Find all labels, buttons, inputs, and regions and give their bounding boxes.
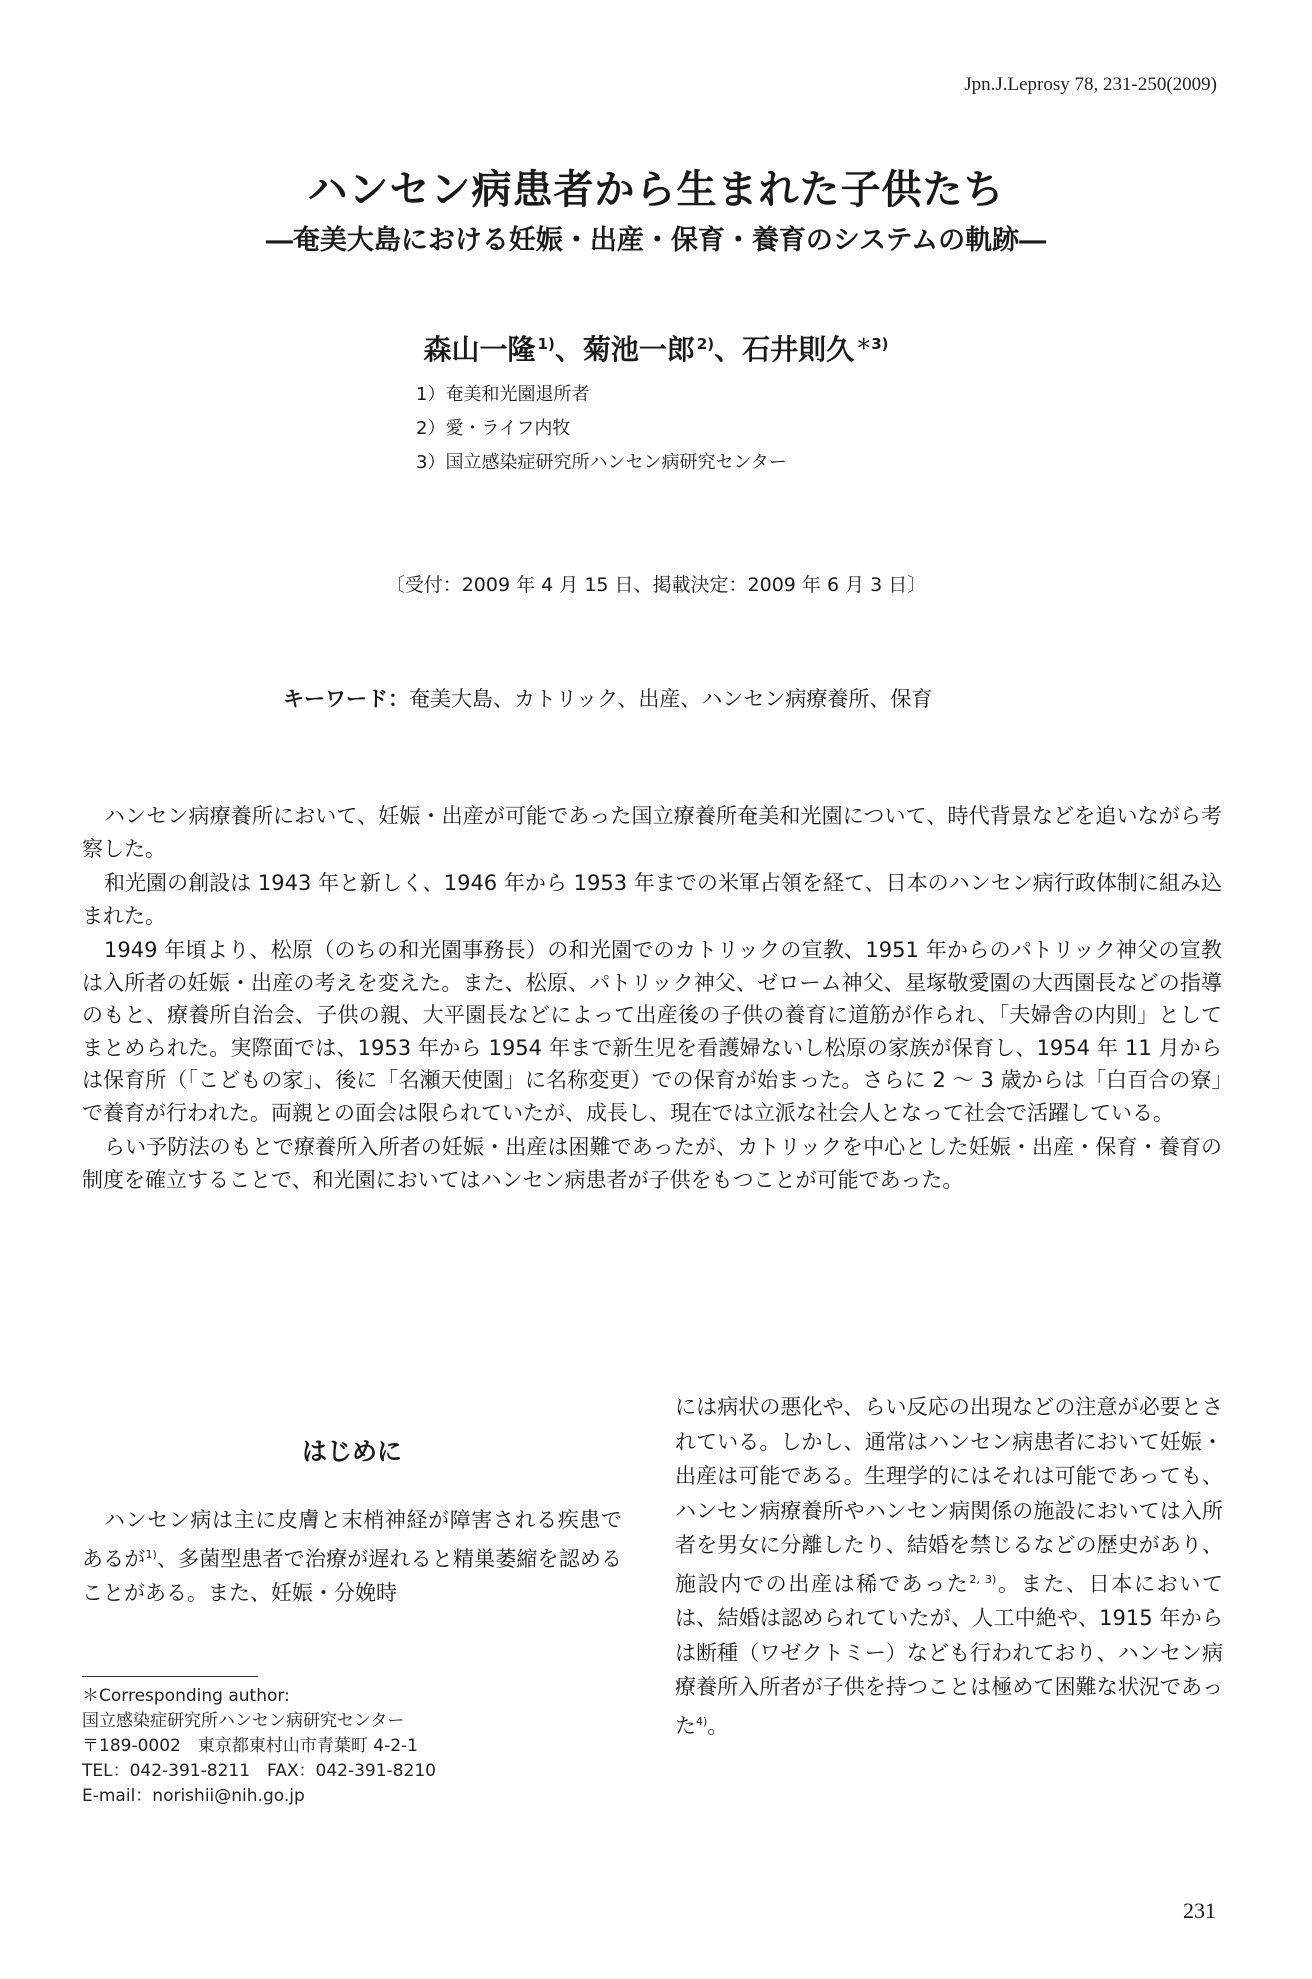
author-affiliation-mark: 1) [537, 334, 555, 353]
keywords-text: 奄美大島、カトリック、出産、ハンセン病療養所、保育 [409, 687, 933, 711]
corresponding-author-footnote [82, 1684, 436, 1809]
author-name: 菊池一郎 [582, 333, 695, 366]
author-list [0, 328, 1312, 368]
footnote-divider [82, 1676, 258, 1677]
citation-ref: 4) [696, 1714, 708, 1728]
abstract-paragraph: 1949 年頃より、松原（のちの和光園事務長）の和光園でのカトリックの宣教、1951 年からのパトリック神父の宣教は入所者の妊娠・出産の考えを変えた。また、松原、パトリック神父、ゼローム神父、星塚敬愛園の大西園長などの指導のもと、療養所自治会、子供の親、大平園長などによって出産後の子供の養育に道筋が作られ、「夫婦舎の内則」としてまとめられた。実際面では、1953 年から 1954 年まで新生児を看護婦ないし松原の家族が保育し、1954 年 11 月からは保育所（「こどもの家」、後に「名瀬天使園」に名称変更）での保育が始まった。さらに 2 ～ 3 歳からは「白百合の寮」で養育が行われた。両親との面会は限られていたが、成長し、現在では立派な社会人となって社会で活躍している。 [82, 938, 1222, 1125]
affiliation: 2）愛・ライフ内牧 [416, 418, 571, 439]
footnote-line: 国立感染症研究所ハンセン病研究センター [82, 1711, 405, 1731]
article-subtitle: ―奄美大島における妊娠・出産・保育・養育のシステムの軌跡― [265, 225, 1047, 256]
author-affiliation-mark: ＊3) [856, 334, 889, 353]
body-text: ハンセン病は主に皮膚と末梢神経が障害される疾患であるが [82, 1508, 622, 1571]
keywords [283, 683, 932, 713]
affiliation: 1）奄美和光園退所者 [416, 384, 590, 405]
author-affiliation-mark: 2) [696, 334, 715, 353]
affiliation: 3）国立感染症研究所ハンセン病研究センター [416, 452, 787, 473]
footnote-line: TEL：042-391-8211 FAX：042-391-8210 [82, 1761, 436, 1781]
affiliation-list [416, 378, 787, 480]
abstract [82, 800, 1222, 1198]
author-separator: 、 [714, 333, 743, 366]
author-name: 森山一隆 [423, 333, 536, 366]
abstract-paragraph: ハンセン病療養所において、妊娠・出産が可能であった国立療養所奄美和光園について、時代背景などを追いながら考察した。 [82, 804, 1222, 861]
body-text: 。また、日本においては、結婚は認められていたが、人工中絶や、1915 年からは断種（ワゼクトミー）なども行われており、ハンセン病療養所入所者が子供を持つことは極めて困難な状況であった [675, 1571, 1223, 1738]
body-text: 、多菌型患者で治療が遅れると精巣萎縮を認めることがある。また、妊娠・分娩時 [82, 1546, 623, 1605]
citation-ref: 1) [145, 1547, 157, 1561]
received-dates: 〔受付：2009 年 4 月 15 日、掲載決定：2009 年 6 月 3 日〕 [385, 574, 927, 596]
footnote-line: ＊Corresponding author: [82, 1686, 290, 1706]
section-heading-introduction: はじめに [301, 1437, 402, 1466]
abstract-paragraph: 和光園の創設は 1943 年と新しく、1946 年から 1953 年までの米軍占領を経て、日本のハンセン病行政体制に組み込まれた。 [82, 871, 1222, 928]
abstract-paragraph: らい予防法のもとで療養所入所者の妊娠・出産は困難であったが、カトリックを中心とした妊娠・出産・保育・養育の制度を確立することで、和光園においてはハンセン病患者が子供をもつことが可能であった。 [82, 1135, 1222, 1192]
keywords-label: キーワード： [283, 687, 409, 711]
page-number: 231 [1183, 1898, 1216, 1923]
body-paragraph [82, 1503, 622, 1611]
author-name: 石井則久 [742, 333, 855, 366]
footnote-line: 〒189-0002 東京都東村山市青葉町 4-2-1 [82, 1736, 418, 1756]
body-text: 。 [707, 1713, 729, 1738]
body-column-right [675, 1390, 1223, 1743]
author-separator: 、 [554, 333, 583, 366]
article-title: ハンセン病患者から生まれた子供たち [307, 166, 1005, 213]
citation-ref: 2, 3) [969, 1572, 997, 1586]
body-paragraph [675, 1390, 1223, 1743]
body-column-left [82, 1503, 622, 1611]
footnote-line: E-mail：norishii@nih.go.jp [82, 1786, 305, 1806]
body-text: には病状の悪化や、らい反応の出現などの注意が必要とされている。しかし、通常はハンセン病患者において妊娠・出産は可能である。生理学的にはそれは可能であっても、ハンセン病療養所やハンセン病関係の施設においては入所者を男女に分離したり、結婚を禁じるなどの歴史があり、施設内での出産は稀であった [675, 1395, 1223, 1596]
journal-reference: Jpn.J.Leprosy 78, 231-250(2009) [964, 74, 1217, 95]
